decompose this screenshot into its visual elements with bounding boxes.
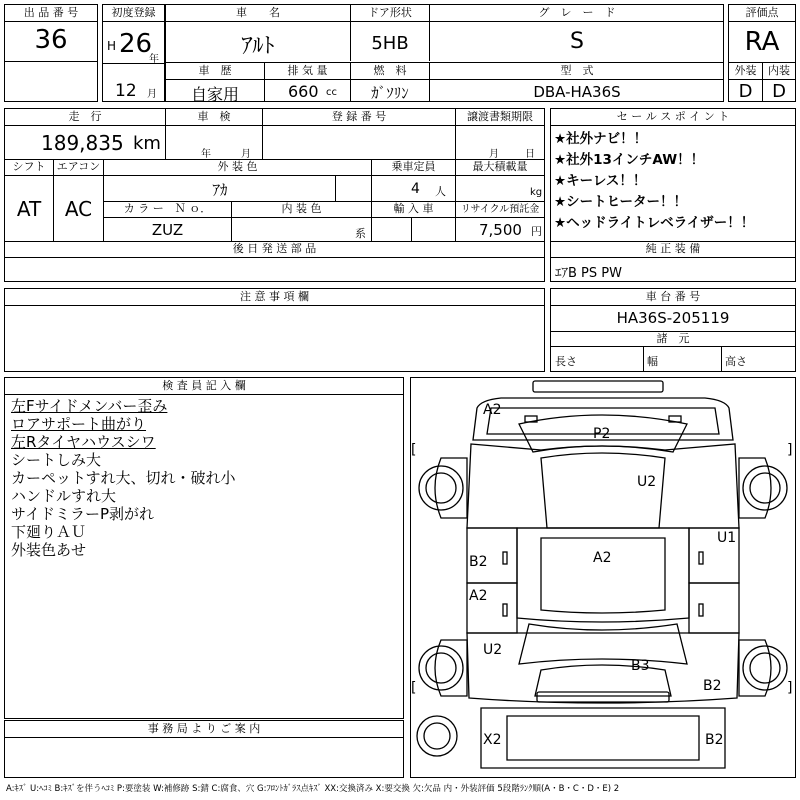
overall-score: RA [744,27,780,57]
damage-mark: B3 [631,658,650,674]
details-block [4,108,545,282]
era-letter: H [107,39,117,53]
interior-color-unit: 系 [355,227,366,240]
office-block [4,720,404,778]
damage-mark: U2 [483,642,503,658]
shift-type: AT [16,197,42,221]
fuel-label: 燃 料 [373,64,407,77]
sales-point: ★ヘッドライトレベライザー！！ [554,215,755,231]
grade-value: S [570,29,584,54]
inspector-line: シートしみ大 [11,451,102,469]
inspector-line: サイドミラーP剥がれ [11,505,154,523]
seat-unit: 人 [435,185,446,198]
transfer-deadline-label: 譲渡書類期限 [467,110,533,123]
car-name: ｱﾙﾄ [241,34,275,59]
fuel-type: ｶﾞｿﾘﾝ [371,84,409,102]
exterior-color-label: 外 装 色 [217,160,258,173]
seat-count: 4 [411,181,420,197]
month-suffix: 月 [147,89,157,100]
car-damage-diagram-icon [411,378,795,777]
damage-mark: B2 [469,554,488,570]
mileage-label: 走 行 [68,110,102,123]
import-label: 輸 入 車 [393,202,434,215]
damage-mark: A2 [469,588,488,604]
lot-number-label: 出 品 番 号 [23,6,79,19]
car-name-label: 車 名 [236,6,280,19]
rear-bracket-right: ] [787,680,793,696]
exterior-score: D [738,81,753,102]
displacement: 660 [288,82,319,101]
spec-block [165,4,724,102]
transfer-month-suffix: 月 [489,149,499,160]
width-label: 幅 [647,355,658,368]
exterior-color: ｱｶ [212,181,228,199]
sales-point: ★キーレス！！ [554,173,647,189]
recycle-fee: 7,500 [479,221,522,239]
rear-bracket-left: [ [411,680,417,696]
sales-point: ★社外ナビ！！ [554,131,648,147]
inspector-line: 左Fサイドメンバー歪み [11,397,168,415]
plate-label: 登 録 番 号 [331,110,387,123]
year-suffix: 年 [149,54,159,65]
shift-label: シフト [12,160,46,173]
inspection-month-suffix: 月 [241,149,251,160]
grade-label: グ レ ー ド [538,6,616,19]
door-type: 5HB [371,33,409,54]
inspector-line: 下廻りＡＵ [11,523,87,541]
sales-points-label: セ ー ル ス ポ イ ン ト [616,110,730,123]
inspection-year-suffix: 年 [201,149,211,160]
chassis-number: HA36S-205119 [616,309,730,327]
standard-equipment: ｴｱB PS PW [555,266,622,281]
height-label: 高さ [725,355,747,368]
dimensions-label: 諸 元 [656,332,690,345]
transfer-day-suffix: 日 [525,149,535,160]
model-label: 型 式 [560,64,594,77]
length-label: 長さ [555,355,577,368]
inspector-label: 検 査 員 記 入 欄 [162,379,246,392]
interior-score: D [772,81,786,102]
inspector-notes [4,377,404,719]
displacement-label: 排 気 量 [287,64,328,77]
later-parts-label: 後 日 発 送 部 品 [232,242,317,255]
interior-color-label: 内 装 色 [281,202,322,215]
score-label: 評価点 [745,6,779,19]
color-number: ZUZ [151,221,184,239]
sales-points [550,108,796,282]
damage-mark: A2 [593,550,612,566]
damage-mark: B2 [705,732,724,748]
aircon-type: AC [64,197,93,221]
damage-mark: U2 [637,474,657,490]
score-cell [728,4,796,102]
damage-mark: P2 [593,426,611,442]
registration-year: 26 [119,29,153,59]
displacement-unit: cc [326,87,337,98]
registration-month: 12 [115,81,137,101]
vehicle-history: 自家用 [190,85,239,104]
mirror-bracket-left: [ [411,442,417,458]
standard-equipment-label: 純 正 装 備 [645,242,701,255]
notes-label: 注 意 事 項 欄 [240,290,309,303]
damage-legend: A:ｷｽﾞ U:ﾍｺﾐ B:ｷｽﾞを伴うﾍｺﾐ P:要塗装 W:補修跡 S:錆 C:腐食、穴 G:ﾌﾛﾝﾄｶﾞﾗｽ点ｷｽﾞ XX:交換済み X:要交換 欠:欠品 内・外装評価 5段階ﾗﾝｸ順(A・B・C・D・E) 2 [6,784,620,794]
mileage: 189,835 [41,131,124,155]
damage-mark: U1 [717,530,737,546]
model-code: DBA-HA36S [533,83,621,101]
mileage-unit: km [133,133,161,154]
seats-label: 乗車定員 [391,160,436,173]
color-number-label: カ ラ ー Ｎ ｏ． [123,202,212,215]
mirror-bracket-right: ] [787,442,793,458]
damage-mark: B2 [703,678,722,694]
aircon-label: エアコン [56,160,101,173]
damage-mark: X2 [483,732,502,748]
inspector-line: カーペットすれ大、切れ・破れ小 [11,469,236,487]
recycle-unit: 円 [531,225,542,238]
lot-number: 36 [34,25,68,55]
chassis-label: 車 台 番 号 [645,290,701,303]
damage-mark: A2 [483,402,502,418]
max-load-label: 最大積載量 [472,160,528,173]
car-damage-diagram [410,377,796,778]
inspector-line: 外装色あせ [11,541,87,559]
history-label: 車 歴 [198,64,232,77]
door-label: ドア形状 [368,6,412,19]
load-unit: kg [530,187,543,198]
notes-block [4,288,545,372]
first-registration-label: 初度登録 [111,6,156,19]
first-registration-cell [102,4,165,102]
lot-number-cell [4,4,98,102]
chassis-block [550,288,796,372]
interior-label: 内装 [768,64,790,77]
inspector-line: ロアサポート曲がり [11,415,147,433]
sales-point: ★社外13インチAW！！ [554,152,705,168]
inspector-line: 左Rタイヤハウスシワ [11,433,156,451]
sales-point: ★シートヒーター！！ [554,194,688,210]
office-label: 事 務 局 よ り ご 案 内 [147,722,261,735]
inspector-line: ハンドルすれ大 [11,487,117,505]
inspection-label: 車 検 [197,110,231,123]
exterior-label: 外装 [734,64,757,77]
recycle-label: リサイクル預託金 [460,204,540,215]
